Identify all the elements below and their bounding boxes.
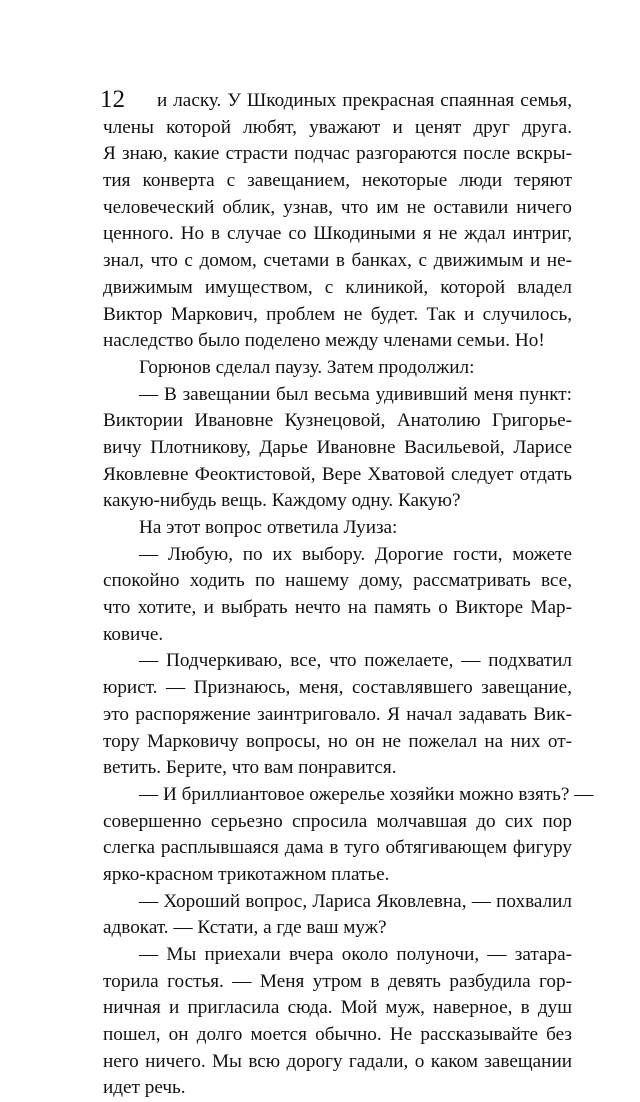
text-line: Виктории Ивановне Кузнецовой, Анатолию Григорье- [103,410,572,432]
text-line: и ласку. У Шкодиных прекрасная спаянная семья, [157,90,572,111]
text-line: него ничего. Мы всю дорогу гадали, о каком завещании [103,1050,572,1072]
text-line: спокойно ходить по нашему дому, рассматривать все, [103,570,572,592]
text-line: тия конверта с завещанием, некоторые люди теряют [103,170,572,192]
text-line: тору Марковичу вопросы, но он не пожелал на них от- [103,730,572,752]
text-line: — Хороший вопрос, Лариса Яковлевна, — похвалил [139,890,572,912]
text-line: человеческий облик, узнав, что им не оставили ничего [103,196,572,218]
body-text [103,88,594,1102]
text-line: вичу Плотникову, Дарье Ивановне Васильевой, Ларисе [103,436,572,458]
text-line: движимым имуществом, с клиникой, которой владел [103,276,572,298]
text-line: члены которой любят, уважают и ценят друг друга. [103,116,572,138]
text-line: — Любую, по их выбору. Дорогие гости, можете [139,543,572,565]
text-line: Яковлевне Феоктистовой, Вере Хватовой следует отдать [103,463,572,485]
text-line: это распоряжение заинтриговало. Я начал задавать Вик- [103,703,572,725]
text-line: Горюнов сделал паузу. Затем продолжил: [139,356,475,378]
text-line: ярко-красном трикотажном платье. [103,863,390,885]
text-line: торила гостья. — Меня утром в девять разбудила гор- [103,970,572,992]
text-line: — И бриллиантовое ожерелье хозяйки можно взять? — [139,783,594,805]
text-line: Я знаю, какие страсти подчас разгораются после вскры- [103,143,572,165]
text-line: идет речь. [103,1077,186,1099]
text-line: пошел, он долго моется обычно. Не рассказывайте без [103,1024,572,1046]
text-line: адвокат. — Кстати, а где ваш муж? [103,917,387,939]
text-line: наследство было поделено между членами семьи. Но! [103,330,545,352]
text-line: какую-нибудь вещь. Каждому одну. Какую? [103,490,461,512]
text-line: совершенно серьезно спросила молчавшая до сих пор [103,810,572,832]
text-line: ценного. Но в случае со Шкодиными я не ждал интриг, [103,223,572,245]
text-line: — В завещании был весьма удививший меня пункт: [139,383,572,405]
text-line: юрист. — Признаюсь, меня, составлявшего завещание, [103,677,572,699]
text-line: — Подчеркиваю, все, что пожелаете, — подхватил [139,650,572,672]
page-number: 12 [100,86,125,113]
text-line: На этот вопрос ответила Луиза: [139,517,398,538]
text-line: ничная и пригласила сюда. Мой муж, наверное, в душ [103,997,572,1019]
text-line: слегка расплывшаяся дама в тугo обтягивающем фигуру [103,837,572,859]
text-line: Виктор Маркович, проблем не будет. Так и случилось, [103,303,572,325]
text-line: ковиче. [103,623,164,645]
text-line: знал, что с домом, счетами в банках, с движимым и не- [103,250,572,272]
text-line: что хотите, и выбрать нечто на память о Викторе Мар- [103,597,572,619]
text-line: — Мы приехали вчера около полуночи, — затара- [139,944,572,965]
text-line: ветить. Берите, что вам понравится. [103,757,397,779]
